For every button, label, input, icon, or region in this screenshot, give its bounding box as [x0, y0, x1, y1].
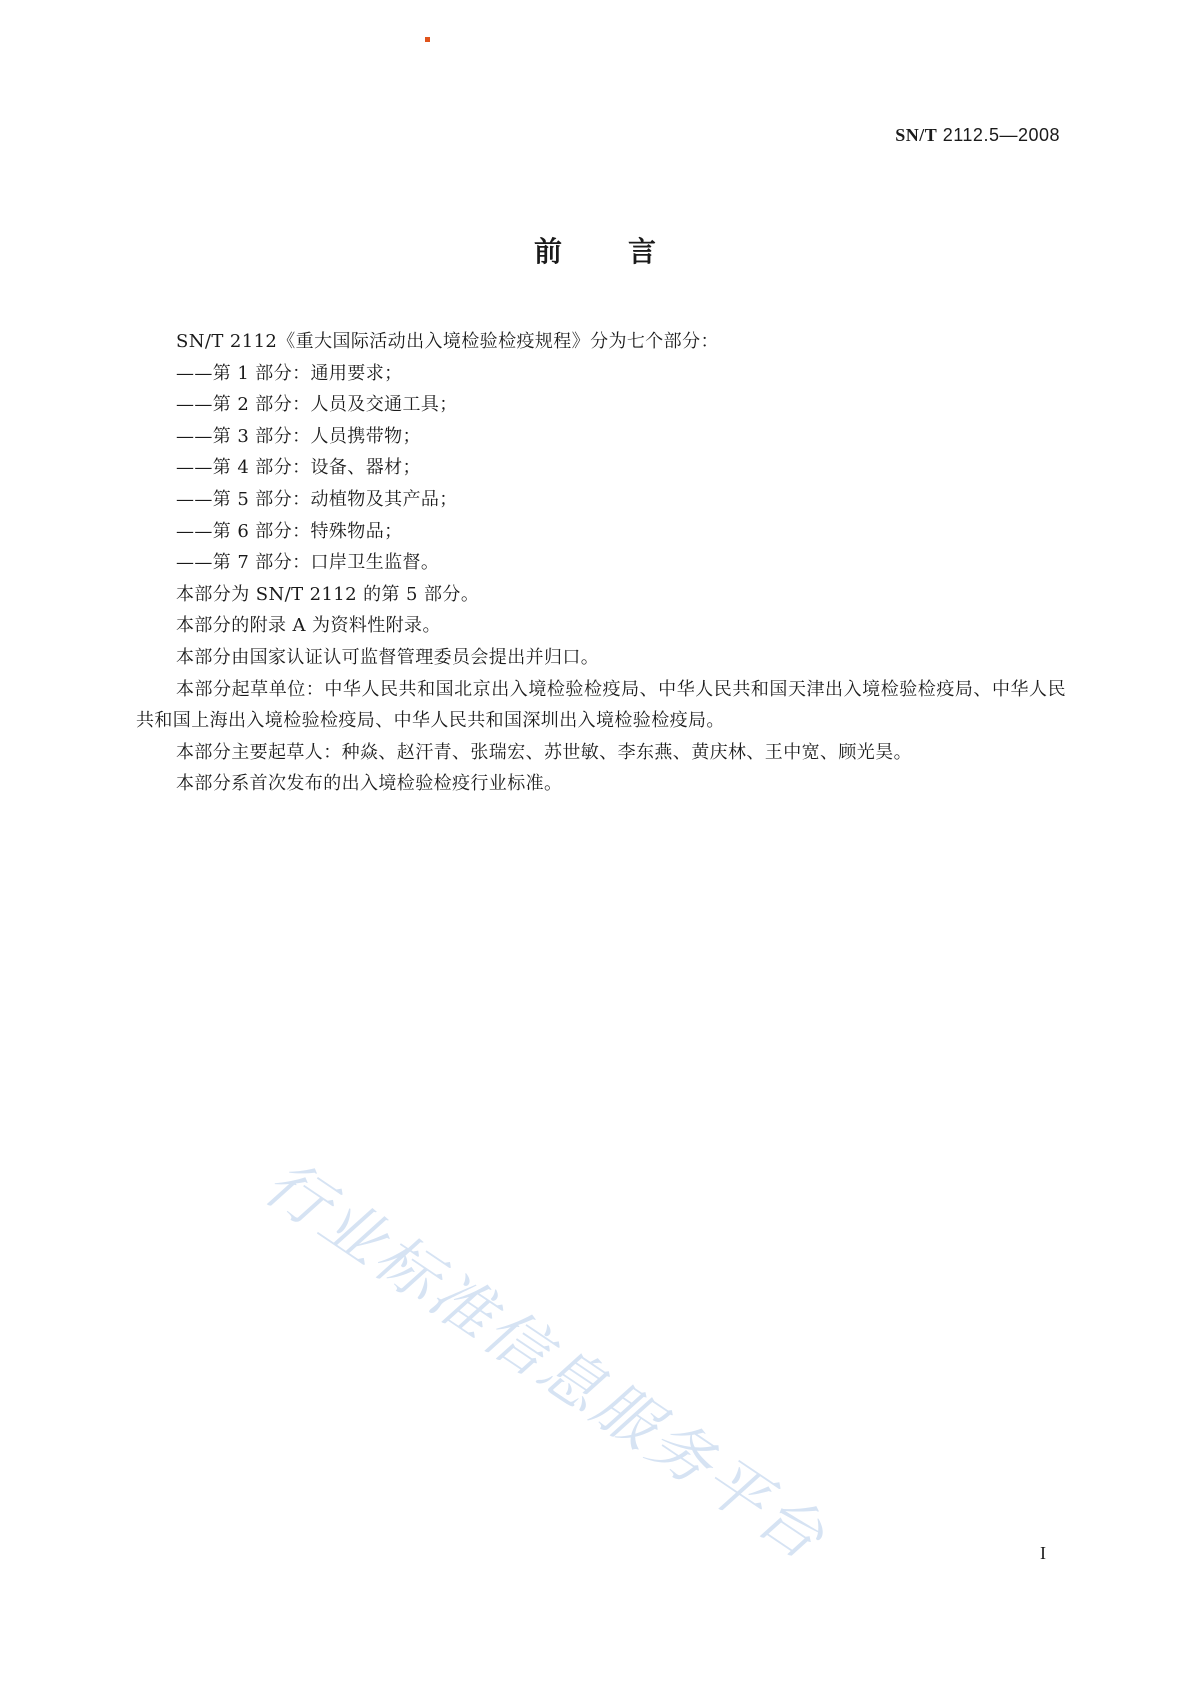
watermark: 行业标准信息服务平台 — [251, 1145, 840, 1576]
accent-mark — [425, 37, 430, 42]
list-item-part-3: ——第 3 部分：人员携带物； — [176, 425, 421, 447]
page-number: I — [1040, 1543, 1046, 1563]
foreword-body — [136, 326, 1066, 800]
standard-number-prefix: SN/T — [895, 125, 938, 145]
standard-number — [895, 125, 1060, 146]
paragraph-annex: 本部分的附录 A 为资料性附录。 — [176, 615, 441, 637]
paragraph-intro: SN/T 2112《重大国际活动出入境检验检疫规程》分为七个部分： — [176, 331, 719, 352]
list-item-part-6: ——第 6 部分：特殊物品； — [176, 520, 403, 542]
list-item-part-7: ——第 7 部分：口岸卫生监督。 — [176, 552, 440, 574]
list-item-part-4: ——第 4 部分：设备、器材； — [176, 457, 421, 479]
standard-number-value: 2112.5—2008 — [942, 125, 1060, 145]
paragraph-drafting-units: 本部分起草单位：中华人民共和国北京出入境检验检疫局、中华人民共和国天津出入境检验检疫局、中华人民共和国上海出入境检验检疫局、中华人民共和国深圳出入境检验检疫局。 — [136, 678, 1066, 732]
paragraph-first-release: 本部分系首次发布的出入境检验检疫行业标准。 — [176, 773, 563, 795]
list-item-part-1: ——第 1 部分：通用要求； — [176, 362, 403, 384]
list-item-part-2: ——第 2 部分：人员及交通工具； — [176, 394, 458, 416]
list-item-part-5: ——第 5 部分：动植物及其产品； — [176, 488, 458, 510]
paragraph-proposer: 本部分由国家认证认可监督管理委员会提出并归口。 — [176, 646, 600, 668]
paragraph-drafters: 本部分主要起草人：种焱、赵汗青、张瑞宏、苏世敏、李东燕、黄庆林、王中宽、顾光昊。 — [176, 741, 912, 763]
page-title: 前言 — [533, 235, 722, 268]
paragraph-part-statement: 本部分为 SN/T 2112 的第 5 部分。 — [176, 583, 480, 605]
